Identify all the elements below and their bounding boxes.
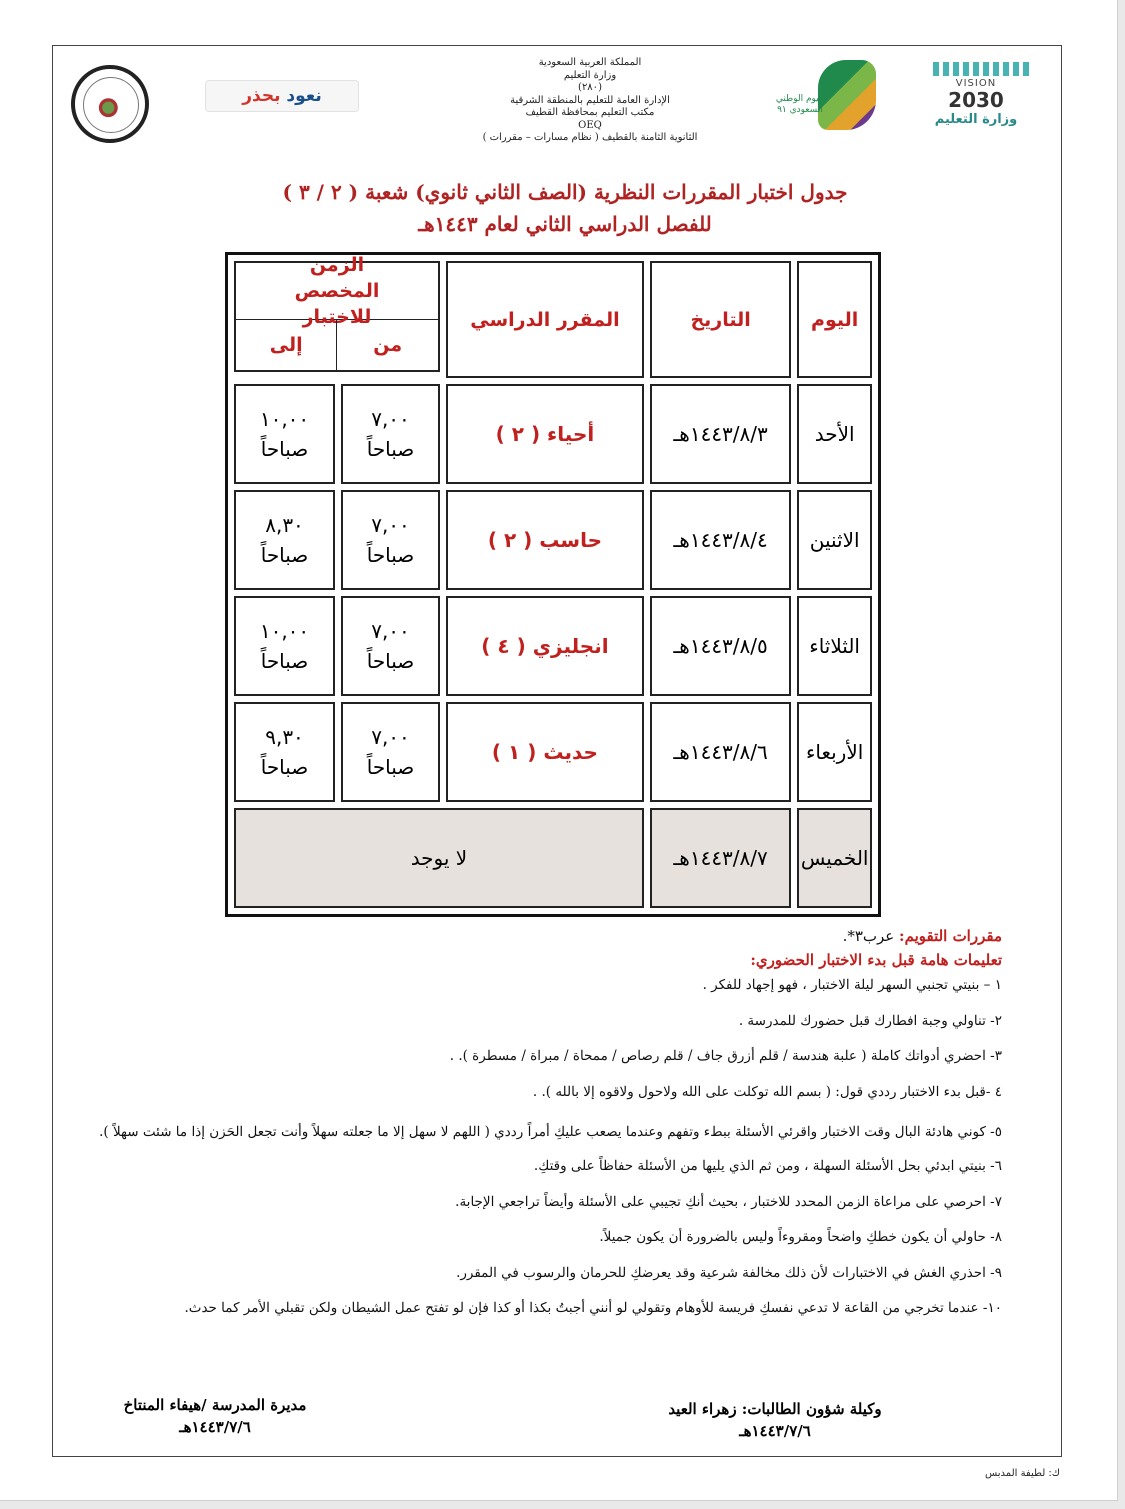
from-time: ٧,٠٠	[371, 407, 410, 431]
vision-dots-icon	[933, 62, 1029, 76]
cell-day: الخميس	[797, 808, 872, 908]
evaluation-label: مقررات التقويم:	[899, 927, 1002, 945]
national-day-logo	[770, 60, 910, 135]
schedule-title: جدول اختبار المقررات النظرية (الصف الثاني ثانوي) شعبة ( ٢ / ٣ )	[282, 180, 848, 204]
cell-course: حديث ( ١ )	[446, 702, 644, 802]
vision-year: 2030	[948, 88, 1004, 112]
list-item: ٣- احضري أدواتك كاملة ( علبة هندسة / قلم أزرق جاف / قلم رصاص / ممحاة / مبراة / مسطرة ). .	[449, 1048, 1002, 1064]
cell-to	[234, 490, 335, 590]
affairs-signature	[640, 1400, 910, 1440]
moe-vision-2030-logo	[915, 60, 1040, 130]
table-row	[234, 808, 872, 908]
cell-course: انجليزي ( ٤ )	[446, 596, 644, 696]
from-time: ٧,٠٠	[371, 619, 410, 643]
list-item: ٢- تناولي وجبة افطارك قبل حضورك للمدرسة .	[738, 1012, 1002, 1029]
list-item: ٦- بنيتي ابدئي بحل الأسئلة السهلة ، ومن ثم الذي يليها من الأسئلة حفاظاً على وقتكِ.	[533, 1158, 1002, 1174]
from-period: صباحاً	[366, 437, 415, 461]
to-time: ٩,٣٠	[265, 725, 304, 749]
to-time: ١٠,٠٠	[259, 407, 310, 431]
to-time: ٨,٣٠	[265, 513, 304, 537]
table-row	[234, 596, 872, 696]
evaluation-value: عرب٣*.	[842, 927, 895, 945]
table-row	[234, 490, 872, 590]
instructions-section	[42, 927, 1002, 1334]
to-time: ١٠,٠٠	[259, 619, 310, 643]
header-line: الإدارة العامة للتعليم بالمنطقة الشرقية	[510, 94, 670, 106]
schedule-subtitle: للفصل الدراسي الثاني لعام ١٤٤٣هـ	[418, 212, 712, 236]
cell-to	[234, 384, 335, 484]
from-period: صباحاً	[366, 543, 415, 567]
school-emblem-logo	[71, 65, 149, 143]
header-line: مكتب التعليم بمحافظة القطيف	[525, 107, 655, 118]
from-period: صباحاً	[366, 755, 415, 779]
list-item: ١ – بنيتي تجنبي السهر ليلة الاختبار ، فهو إجهاد للفكر .	[702, 977, 1002, 993]
ministry-header	[420, 57, 760, 145]
header-date: التاريخ	[650, 261, 791, 378]
header-day: اليوم	[797, 261, 872, 378]
header-line: وزارة التعليم	[563, 69, 617, 81]
list-item: ٥- كوني هادئة البال وقت الاختبار واقرئي الأسئلة ببطء وتفهم وعندما يصعب عليكِ أمراً رددي ( اللهم لا سهل إلا ما جعلته سهلاً وأنت تجعل الحَزن إذا ما شئت سهلاً ).	[99, 1124, 1002, 1140]
affairs-title: وكيلة شؤون الطالبات: زهراء العيد	[668, 1400, 882, 1418]
badge-word-1: نعود	[286, 86, 322, 106]
list-item: ١٠- عندما تخرجي من القاعة لا تدعي نفسكِ فريسة للأوهام وتقولي لو أنني أجبتُ بكذا أو كذا فإن لو تفتح عمل الشيطان ولكن تقبلي الأمر كما حدث.	[184, 1300, 1002, 1316]
author-credit: ك: لطيفة المدبس	[985, 1468, 1061, 1479]
cell-date: ١٤٤٣/٨/٥هـ	[650, 596, 791, 696]
national-day-text: اليوم الوطني السعودي ٩١	[775, 94, 825, 115]
header-line: الثانوية الثامنة بالقطيف ( نظام مسارات – مقررات )	[482, 132, 698, 143]
header-line: OEQ	[578, 119, 602, 131]
header-to: إلى	[269, 334, 303, 356]
badge-word-2: بحذر	[242, 86, 281, 106]
header-line: (٢٨٠)	[578, 82, 602, 93]
cell-to	[234, 596, 335, 696]
cell-day: الاثنين	[797, 490, 872, 590]
cell-from	[341, 490, 440, 590]
principal-signature	[100, 1396, 330, 1436]
from-time: ٧,٠٠	[371, 513, 410, 537]
list-item: ٧- احرصي على مراعاة الزمن المحدد للاختبار ، بحيث أنكِ تجيبي على الأسئلة وأيضاً تراجعي الإجابة.	[455, 1193, 1002, 1210]
cell-day: الثلاثاء	[797, 596, 872, 696]
cell-date: ١٤٤٣/٨/٧هـ	[650, 808, 791, 908]
table-row	[234, 384, 872, 484]
list-item: ٨- حاولي أن يكون خطكِ واضحاً ومقروءاً وليس بالضرورة أن يكون جميلاً.	[599, 1229, 1002, 1245]
to-period: صباحاً	[260, 649, 309, 673]
moe-name: وزارة التعليم	[934, 112, 1018, 127]
cell-date: ١٤٤٣/٨/٦هـ	[650, 702, 791, 802]
tree-icon	[83, 77, 139, 133]
list-item: ٩- احذري الغش في الاختبارات لأن ذلك مخالفة شرعية وقد يعرضكِ للحرمان والرسوب في المقرر.	[456, 1264, 1002, 1281]
cell-course: أحياء ( ٢ )	[446, 384, 644, 484]
exam-schedule-table	[225, 252, 881, 917]
cell-to	[234, 702, 335, 802]
evaluation-line	[42, 927, 1002, 945]
cell-from	[341, 596, 440, 696]
table-row	[234, 702, 872, 802]
vision-label: VISION	[955, 78, 997, 89]
cell-course: حاسب ( ٢ )	[446, 490, 644, 590]
cell-day: الأحد	[797, 384, 872, 484]
affairs-date: ١٤٤٣/٧/٦هـ	[739, 1422, 811, 1440]
list-item: ٤ -قبل بدء الاختبار رددي قول: ( بسم الله توكلت على الله ولاحول ولاقوه إلا بالله ). .	[532, 1083, 1002, 1100]
cell-date: ١٤٤٣/٨/٣هـ	[650, 384, 791, 484]
principal-title: مديرة المدرسة /هيفاء المنتاخ	[123, 1396, 307, 1414]
header-line: المملكة العربية السعودية	[538, 57, 642, 68]
to-period: صباحاً	[260, 543, 309, 567]
cell-from	[341, 384, 440, 484]
instructions-title: تعليمات هامة قبل بدء الاختبار الحضوري:	[750, 951, 1002, 969]
header-time-group	[234, 254, 440, 372]
cell-date: ١٤٤٣/٨/٤هـ	[650, 490, 791, 590]
to-period: صباحاً	[260, 437, 309, 461]
cell-no-exam: لا يوجد	[234, 808, 644, 908]
header-from: من	[336, 320, 438, 370]
principal-date: ١٤٤٣/٧/٦هـ	[179, 1418, 251, 1436]
header-time: الزمن المخصص للاختبار	[236, 263, 438, 320]
from-time: ٧,٠٠	[371, 725, 410, 749]
cell-day: الأربعاء	[797, 702, 872, 802]
back-with-caution-badge	[205, 80, 359, 112]
from-period: صباحاً	[366, 649, 415, 673]
header-course: المقرر الدراسي	[446, 261, 644, 378]
cell-from	[341, 702, 440, 802]
to-period: صباحاً	[260, 755, 309, 779]
